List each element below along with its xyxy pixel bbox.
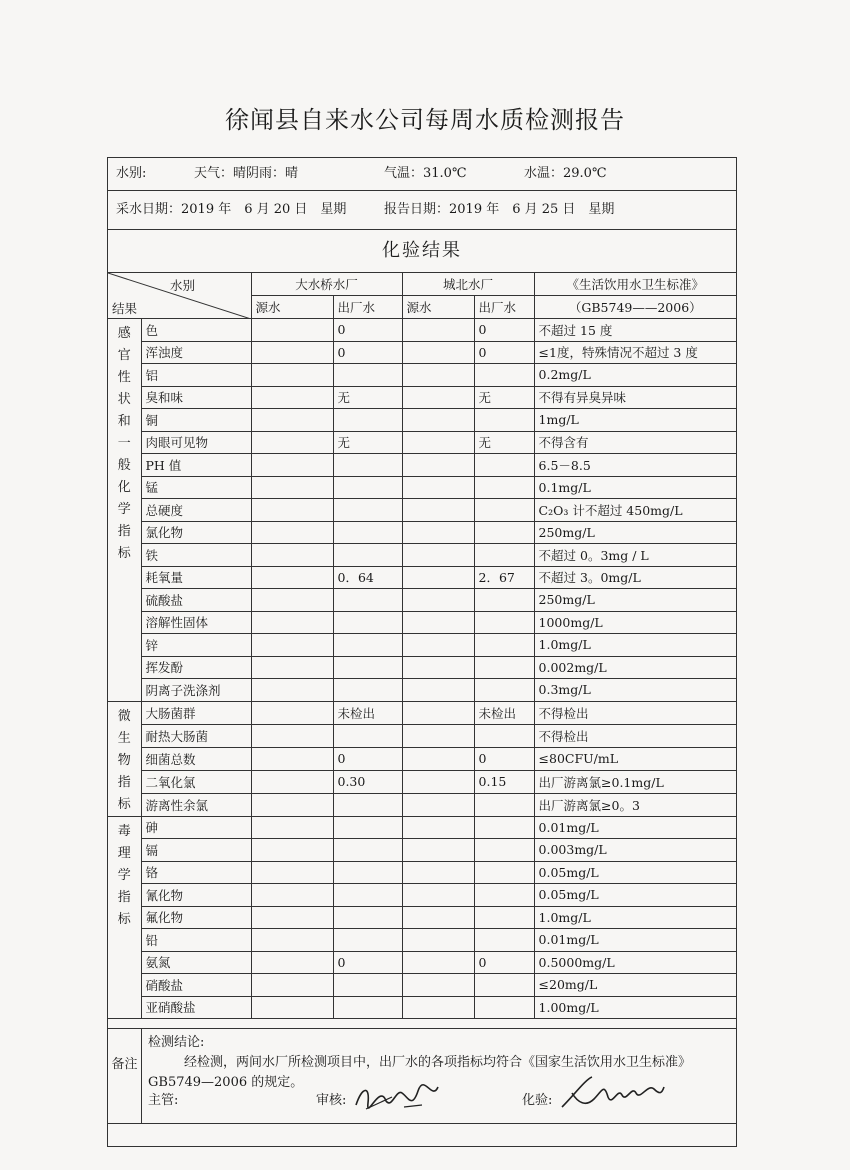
table-row bbox=[108, 884, 736, 907]
plant-2-raw-value bbox=[402, 386, 474, 409]
table-row bbox=[108, 386, 736, 409]
item-name: PH 值 bbox=[141, 454, 251, 477]
remarks-label bbox=[108, 1029, 142, 1123]
plant-2-raw-value bbox=[402, 974, 474, 997]
plant-2-out-value bbox=[474, 679, 534, 702]
plant-1-out-value: 0 bbox=[333, 319, 402, 342]
plant-1-out-value bbox=[333, 974, 402, 997]
info-row-dates bbox=[108, 191, 736, 230]
plant-2-out-value bbox=[474, 884, 534, 907]
item-name: 色 bbox=[141, 319, 251, 342]
plant-2-out-value: 0 bbox=[474, 747, 534, 770]
plant-2-raw-value bbox=[402, 431, 474, 454]
plant-1-raw-value bbox=[251, 409, 333, 432]
table-row bbox=[108, 816, 736, 839]
plant-2-raw-value bbox=[402, 319, 474, 342]
table-row bbox=[108, 861, 736, 884]
table-row bbox=[108, 770, 736, 793]
sample-date-field: 采水日期：2019 年 6 月 20 日 星期 bbox=[116, 202, 347, 217]
plant-1-raw-value bbox=[251, 884, 333, 907]
plant-1-raw-value bbox=[251, 996, 333, 1019]
plant-2-raw-value bbox=[402, 906, 474, 929]
plant-2-out-value bbox=[474, 454, 534, 477]
item-name: 铝 bbox=[141, 364, 251, 387]
table-row bbox=[108, 364, 736, 387]
report-date-field: 报告日期：2019 年 6 月 25 日 星期 bbox=[384, 202, 615, 217]
table-row bbox=[108, 341, 736, 364]
item-name: 铅 bbox=[141, 929, 251, 952]
item-name: 氰化物 bbox=[141, 884, 251, 907]
plant-1-out-value bbox=[333, 364, 402, 387]
plant-2-raw-value bbox=[402, 566, 474, 589]
plant-2-out-value: 2．67 bbox=[474, 566, 534, 589]
standard-limit: 出厂游离氯≥0。3 bbox=[534, 793, 736, 816]
plant-1-out-value bbox=[333, 589, 402, 612]
plant-1-raw-value bbox=[251, 816, 333, 839]
plant-2-out-value bbox=[474, 929, 534, 952]
item-name: 大肠菌群 bbox=[141, 701, 251, 724]
standard-limit: 0.003mg/L bbox=[534, 839, 736, 862]
conclusion-label: 检测结论: bbox=[148, 1035, 205, 1050]
standard-limit: 不超过 3。0mg/L bbox=[534, 566, 736, 589]
standard-limit: 不得有异臭异味 bbox=[534, 386, 736, 409]
plant-2-raw-value bbox=[402, 634, 474, 657]
table-row bbox=[108, 634, 736, 657]
plant-1-out-value: 未检出 bbox=[333, 701, 402, 724]
plant-1-out-value bbox=[333, 454, 402, 477]
plant-2-out-value: 无 bbox=[474, 386, 534, 409]
plant-1-out-value bbox=[333, 656, 402, 679]
item-name: 溶解性固体 bbox=[141, 611, 251, 634]
category-label-sensory: 感 官 性 状 和 一 般 化 学 指 标 bbox=[108, 319, 141, 702]
plant-2-out-value bbox=[474, 974, 534, 997]
table-row bbox=[108, 476, 736, 499]
plant-2-raw-value bbox=[402, 996, 474, 1019]
header-plant-2: 城北水厂 bbox=[402, 273, 534, 296]
conclusion-line-1: 经检测，两间水厂所检测项目中，出厂水的各项指标均符合《国家生活饮用水卫生标准》 bbox=[184, 1055, 692, 1070]
plant-2-raw-value bbox=[402, 747, 474, 770]
standard-limit: 0.002mg/L bbox=[534, 656, 736, 679]
remarks-section bbox=[108, 1028, 736, 1124]
standard-limit: C₂O₃ 计不超过 450mg/L bbox=[534, 499, 736, 522]
item-name: 浑浊度 bbox=[141, 341, 251, 364]
header-plant-1-raw: 源水 bbox=[251, 296, 333, 319]
diagonal-header-cell bbox=[108, 273, 251, 319]
plant-1-raw-value bbox=[251, 544, 333, 567]
weather-field: 天气：晴阴雨：晴 bbox=[194, 166, 299, 181]
plant-2-out-value bbox=[474, 724, 534, 747]
table-row bbox=[108, 724, 736, 747]
item-name: 氨氮 bbox=[141, 951, 251, 974]
plant-1-raw-value bbox=[251, 319, 333, 342]
item-name: 总硬度 bbox=[141, 499, 251, 522]
plant-1-raw-value bbox=[251, 566, 333, 589]
plant-1-out-value bbox=[333, 929, 402, 952]
plant-2-out-value: 0.15 bbox=[474, 770, 534, 793]
plant-1-out-value bbox=[333, 861, 402, 884]
plant-2-raw-value bbox=[402, 929, 474, 952]
plant-1-raw-value bbox=[251, 701, 333, 724]
tester-label: 化验: bbox=[522, 1093, 553, 1108]
info-row-conditions bbox=[108, 158, 736, 191]
plant-2-out-value: 未检出 bbox=[474, 701, 534, 724]
plant-1-out-value bbox=[333, 521, 402, 544]
plant-1-raw-value bbox=[251, 724, 333, 747]
report-sheet bbox=[107, 157, 737, 1147]
plant-1-out-value bbox=[333, 476, 402, 499]
plant-2-out-value bbox=[474, 634, 534, 657]
plant-1-out-value bbox=[333, 996, 402, 1019]
category-label-micro: 微 生 物 指 标 bbox=[108, 701, 141, 816]
plant-2-raw-value bbox=[402, 476, 474, 499]
plant-2-out-value bbox=[474, 589, 534, 612]
plant-2-raw-value bbox=[402, 454, 474, 477]
item-name: 氟化物 bbox=[141, 906, 251, 929]
table-row bbox=[108, 521, 736, 544]
report-title: 徐闻县自来水公司每周水质检测报告 bbox=[225, 106, 625, 134]
standard-limit: 不得含有 bbox=[534, 431, 736, 454]
item-name: 亚硝酸盐 bbox=[141, 996, 251, 1019]
plant-1-raw-value bbox=[251, 589, 333, 612]
item-name: 锰 bbox=[141, 476, 251, 499]
header-standard-code: （GB5749——2006） bbox=[534, 296, 736, 319]
plant-2-out-value bbox=[474, 364, 534, 387]
header-row-1 bbox=[108, 273, 736, 296]
item-name: 硫酸盐 bbox=[141, 589, 251, 612]
plant-2-out-value bbox=[474, 996, 534, 1019]
standard-limit: 不得检出 bbox=[534, 701, 736, 724]
plant-1-raw-value bbox=[251, 770, 333, 793]
standard-limit: 0.01mg/L bbox=[534, 929, 736, 952]
plant-1-out-value bbox=[333, 634, 402, 657]
item-name: 铜 bbox=[141, 409, 251, 432]
plant-1-raw-value bbox=[251, 454, 333, 477]
standard-limit: 0.05mg/L bbox=[534, 861, 736, 884]
plant-2-out-value bbox=[474, 839, 534, 862]
plant-1-raw-value bbox=[251, 386, 333, 409]
plant-1-raw-value bbox=[251, 634, 333, 657]
plant-2-raw-value bbox=[402, 839, 474, 862]
standard-limit: ≤20mg/L bbox=[534, 974, 736, 997]
standard-limit: 1.0mg/L bbox=[534, 906, 736, 929]
section-heading: 化验结果 bbox=[382, 240, 462, 261]
table-row bbox=[108, 951, 736, 974]
header-plant-1: 大水桥水厂 bbox=[251, 273, 402, 296]
table-row bbox=[108, 499, 736, 522]
plant-2-out-value bbox=[474, 816, 534, 839]
reviewer-signature bbox=[352, 1079, 442, 1115]
category-label-toxic: 毒 理 学 指 标 bbox=[108, 816, 141, 1019]
plant-2-raw-value bbox=[402, 521, 474, 544]
plant-1-raw-value bbox=[251, 499, 333, 522]
table-row bbox=[108, 929, 736, 952]
plant-1-raw-value bbox=[251, 431, 333, 454]
item-name: 肉眼可见物 bbox=[141, 431, 251, 454]
standard-limit: 1000mg/L bbox=[534, 611, 736, 634]
header-water-type: 水别 bbox=[170, 278, 196, 293]
plant-2-raw-value bbox=[402, 364, 474, 387]
supervisor-label: 主管: bbox=[148, 1093, 179, 1108]
table-row bbox=[108, 544, 736, 567]
table-row bbox=[108, 589, 736, 612]
standard-limit: 1.00mg/L bbox=[534, 996, 736, 1019]
plant-1-out-value bbox=[333, 884, 402, 907]
item-name: 氯化物 bbox=[141, 521, 251, 544]
header-standard-name: 《生活饮用水卫生标准》 bbox=[534, 273, 736, 296]
plant-2-out-value: 0 bbox=[474, 951, 534, 974]
plant-1-raw-value bbox=[251, 793, 333, 816]
table-row bbox=[108, 409, 736, 432]
header-plant-1-out: 出厂水 bbox=[333, 296, 402, 319]
plant-1-raw-value bbox=[251, 951, 333, 974]
item-name: 臭和味 bbox=[141, 386, 251, 409]
plant-2-raw-value bbox=[402, 679, 474, 702]
standard-limit: 6.5－8.5 bbox=[534, 454, 736, 477]
plant-2-out-value bbox=[474, 409, 534, 432]
plant-1-out-value bbox=[333, 611, 402, 634]
standard-limit: 0.01mg/L bbox=[534, 816, 736, 839]
standard-limit: 出厂游离氯≥0.1mg/L bbox=[534, 770, 736, 793]
plant-1-out-value: 0．64 bbox=[333, 566, 402, 589]
standard-limit: ≤80CFU/mL bbox=[534, 747, 736, 770]
standard-limit: 0.3mg/L bbox=[534, 679, 736, 702]
plant-1-out-value bbox=[333, 409, 402, 432]
results-table bbox=[108, 272, 736, 1019]
plant-2-raw-value bbox=[402, 409, 474, 432]
plant-1-out-value: 无 bbox=[333, 431, 402, 454]
table-row bbox=[108, 701, 736, 724]
plant-1-raw-value bbox=[251, 839, 333, 862]
item-name: 耗氧量 bbox=[141, 566, 251, 589]
plant-2-out-value bbox=[474, 499, 534, 522]
remarks-label-text: 备注 bbox=[111, 1057, 138, 1072]
standard-limit: 不超过 0。3mg / L bbox=[534, 544, 736, 567]
plant-1-out-value bbox=[333, 816, 402, 839]
water-temp-field: 水温：29.0℃ bbox=[524, 166, 607, 181]
standard-limit: 不得检出 bbox=[534, 724, 736, 747]
standard-limit: 0.5000mg/L bbox=[534, 951, 736, 974]
item-name: 挥发酚 bbox=[141, 656, 251, 679]
standard-limit: 不超过 15 度 bbox=[534, 319, 736, 342]
plant-1-raw-value bbox=[251, 364, 333, 387]
plant-1-out-value: 无 bbox=[333, 386, 402, 409]
water-type-label: 水别: bbox=[116, 166, 147, 181]
plant-2-out-value bbox=[474, 906, 534, 929]
item-name: 阴离子洗涤剂 bbox=[141, 679, 251, 702]
header-results: 结果 bbox=[112, 301, 138, 316]
plant-1-out-value: 0 bbox=[333, 341, 402, 364]
plant-1-raw-value bbox=[251, 747, 333, 770]
plant-2-out-value bbox=[474, 793, 534, 816]
plant-2-out-value: 0 bbox=[474, 319, 534, 342]
table-row bbox=[108, 566, 736, 589]
plant-2-raw-value bbox=[402, 793, 474, 816]
plant-2-raw-value bbox=[402, 611, 474, 634]
plant-1-raw-value bbox=[251, 929, 333, 952]
plant-2-raw-value bbox=[402, 861, 474, 884]
table-row bbox=[108, 611, 736, 634]
plant-1-raw-value bbox=[251, 476, 333, 499]
plant-2-raw-value bbox=[402, 724, 474, 747]
plant-1-raw-value bbox=[251, 906, 333, 929]
table-row bbox=[108, 319, 736, 342]
plant-2-out-value: 0 bbox=[474, 341, 534, 364]
plant-2-raw-value bbox=[402, 884, 474, 907]
plant-1-out-value bbox=[333, 679, 402, 702]
item-name: 二氧化氯 bbox=[141, 770, 251, 793]
table-row bbox=[108, 679, 736, 702]
plant-2-raw-value bbox=[402, 544, 474, 567]
plant-1-out-value bbox=[333, 906, 402, 929]
plant-2-raw-value bbox=[402, 701, 474, 724]
plant-2-out-value: 无 bbox=[474, 431, 534, 454]
item-name: 锌 bbox=[141, 634, 251, 657]
plant-1-raw-value bbox=[251, 974, 333, 997]
plant-1-out-value bbox=[333, 724, 402, 747]
plant-1-raw-value bbox=[251, 656, 333, 679]
plant-2-out-value bbox=[474, 544, 534, 567]
plant-2-raw-value bbox=[402, 499, 474, 522]
item-name: 细菌总数 bbox=[141, 747, 251, 770]
plant-2-out-value bbox=[474, 476, 534, 499]
plant-1-out-value bbox=[333, 499, 402, 522]
plant-2-raw-value bbox=[402, 816, 474, 839]
plant-2-raw-value bbox=[402, 589, 474, 612]
standard-limit: 0.05mg/L bbox=[534, 884, 736, 907]
table-row bbox=[108, 431, 736, 454]
plant-1-out-value: 0.30 bbox=[333, 770, 402, 793]
plant-1-out-value bbox=[333, 544, 402, 567]
plant-1-raw-value bbox=[251, 341, 333, 364]
plant-1-out-value bbox=[333, 839, 402, 862]
item-name: 游离性余氯 bbox=[141, 793, 251, 816]
tester-signature bbox=[556, 1073, 666, 1113]
plant-1-out-value bbox=[333, 793, 402, 816]
air-temp-field: 气温：31.0℃ bbox=[384, 166, 467, 181]
plant-1-raw-value bbox=[251, 521, 333, 544]
table-row bbox=[108, 974, 736, 997]
table-row bbox=[108, 454, 736, 477]
plant-2-out-value bbox=[474, 861, 534, 884]
item-name: 铁 bbox=[141, 544, 251, 567]
table-row bbox=[108, 839, 736, 862]
standard-limit: 0.2mg/L bbox=[534, 364, 736, 387]
plant-2-raw-value bbox=[402, 656, 474, 679]
plant-2-raw-value bbox=[402, 341, 474, 364]
plant-2-raw-value bbox=[402, 770, 474, 793]
plant-2-raw-value bbox=[402, 951, 474, 974]
plant-1-raw-value bbox=[251, 861, 333, 884]
standard-limit: 250mg/L bbox=[534, 589, 736, 612]
table-row bbox=[108, 793, 736, 816]
plant-2-out-value bbox=[474, 611, 534, 634]
standard-limit: ≤1度，特殊情况不超过 3 度 bbox=[534, 341, 736, 364]
plant-1-out-value: 0 bbox=[333, 747, 402, 770]
header-plant-2-out: 出厂水 bbox=[474, 296, 534, 319]
standard-limit: 1mg/L bbox=[534, 409, 736, 432]
plant-2-out-value bbox=[474, 521, 534, 544]
plant-1-out-value: 0 bbox=[333, 951, 402, 974]
header-plant-2-raw: 源水 bbox=[402, 296, 474, 319]
table-row bbox=[108, 656, 736, 679]
plant-1-raw-value bbox=[251, 679, 333, 702]
plant-1-raw-value bbox=[251, 611, 333, 634]
item-name: 耐热大肠菌 bbox=[141, 724, 251, 747]
standard-limit: 1.0mg/L bbox=[534, 634, 736, 657]
table-row bbox=[108, 996, 736, 1019]
table-row bbox=[108, 906, 736, 929]
reviewer-label: 审核: bbox=[316, 1093, 347, 1108]
item-name: 镉 bbox=[141, 839, 251, 862]
item-name: 铬 bbox=[141, 861, 251, 884]
standard-limit: 250mg/L bbox=[534, 521, 736, 544]
table-row bbox=[108, 747, 736, 770]
plant-2-out-value bbox=[474, 656, 534, 679]
conclusion-line-2: GB5749—2006 的规定。 bbox=[148, 1075, 304, 1090]
standard-limit: 0.1mg/L bbox=[534, 476, 736, 499]
item-name: 硝酸盐 bbox=[141, 974, 251, 997]
item-name: 砷 bbox=[141, 816, 251, 839]
